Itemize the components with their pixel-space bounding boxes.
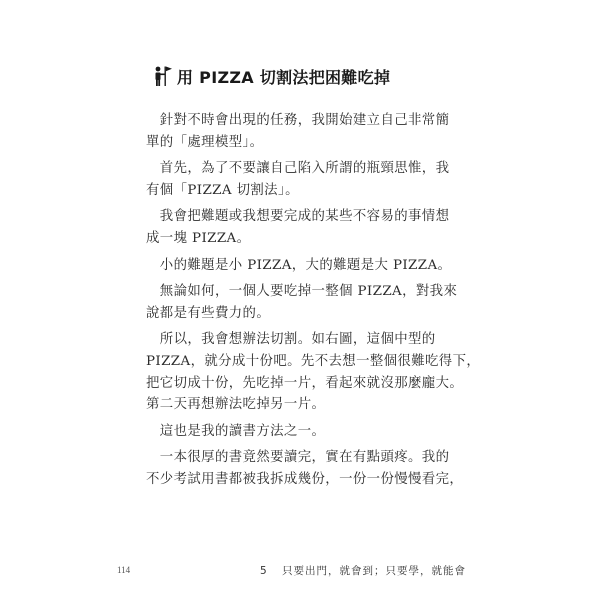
- paragraph: [146, 329, 481, 415]
- text-line: 有個「PIZZA 切割法」。: [146, 182, 299, 198]
- text-line: 第二天再想辦法吃掉另一片。: [146, 397, 326, 413]
- text-line: 不少考試用書都被我拆成幾份，一份一份慢慢看完，: [146, 471, 464, 487]
- text-line: 單的「處理模型」。: [146, 134, 264, 150]
- text-line: 把它切成十份，先吃掉一片，看起來就沒那麼龐大。: [146, 375, 464, 391]
- paragraph: [146, 158, 450, 201]
- text-line: 說都是有些費力的。: [146, 305, 271, 321]
- running-footer: [260, 563, 466, 578]
- paragraph: [146, 255, 452, 277]
- text-line: 小的難題是小 PIZZA，大的難題是大 PIZZA。: [146, 257, 452, 273]
- person-with-flag-icon: [153, 65, 173, 87]
- paragraph: [146, 206, 450, 249]
- paragraph: [146, 421, 446, 443]
- text-line: 成一塊 PIZZA。: [146, 230, 251, 246]
- text-line: 這也是我的讀書方法之一。: [146, 423, 326, 439]
- paragraph: [146, 447, 464, 490]
- paragraph: [146, 281, 458, 324]
- text-line: 所以，我會想辦法切割。如右圖，這個中型的: [146, 332, 436, 348]
- section-title: 用 PIZZA 切割法把困難吃掉: [177, 67, 391, 87]
- text-line: PIZZA，就分成十份吧。先不去想一整個很難吃得下，: [146, 353, 481, 369]
- chapter-title: 只要出門，就會到；只要學，就能會: [282, 565, 467, 577]
- section-heading: [153, 64, 390, 88]
- body-text: [146, 110, 481, 491]
- chapter-number: 5: [260, 565, 268, 577]
- page-number: 114: [117, 565, 131, 575]
- text-line: 我會把難題或我想要完成的某些不容易的事情想: [146, 209, 450, 225]
- text-line: 無論如何，一個人要吃掉一整個 PIZZA，對我來: [146, 284, 458, 300]
- text-line: 針對不時會出現的任務，我開始建立自己非常簡: [146, 113, 450, 128]
- text-line: 首先，為了不要讓自己陷入所謂的瓶頸思惟，我: [146, 161, 450, 177]
- text-line: 一本很厚的書竟然要讀完，實在有點頭疼。我的: [146, 450, 450, 466]
- paragraph: [146, 110, 450, 153]
